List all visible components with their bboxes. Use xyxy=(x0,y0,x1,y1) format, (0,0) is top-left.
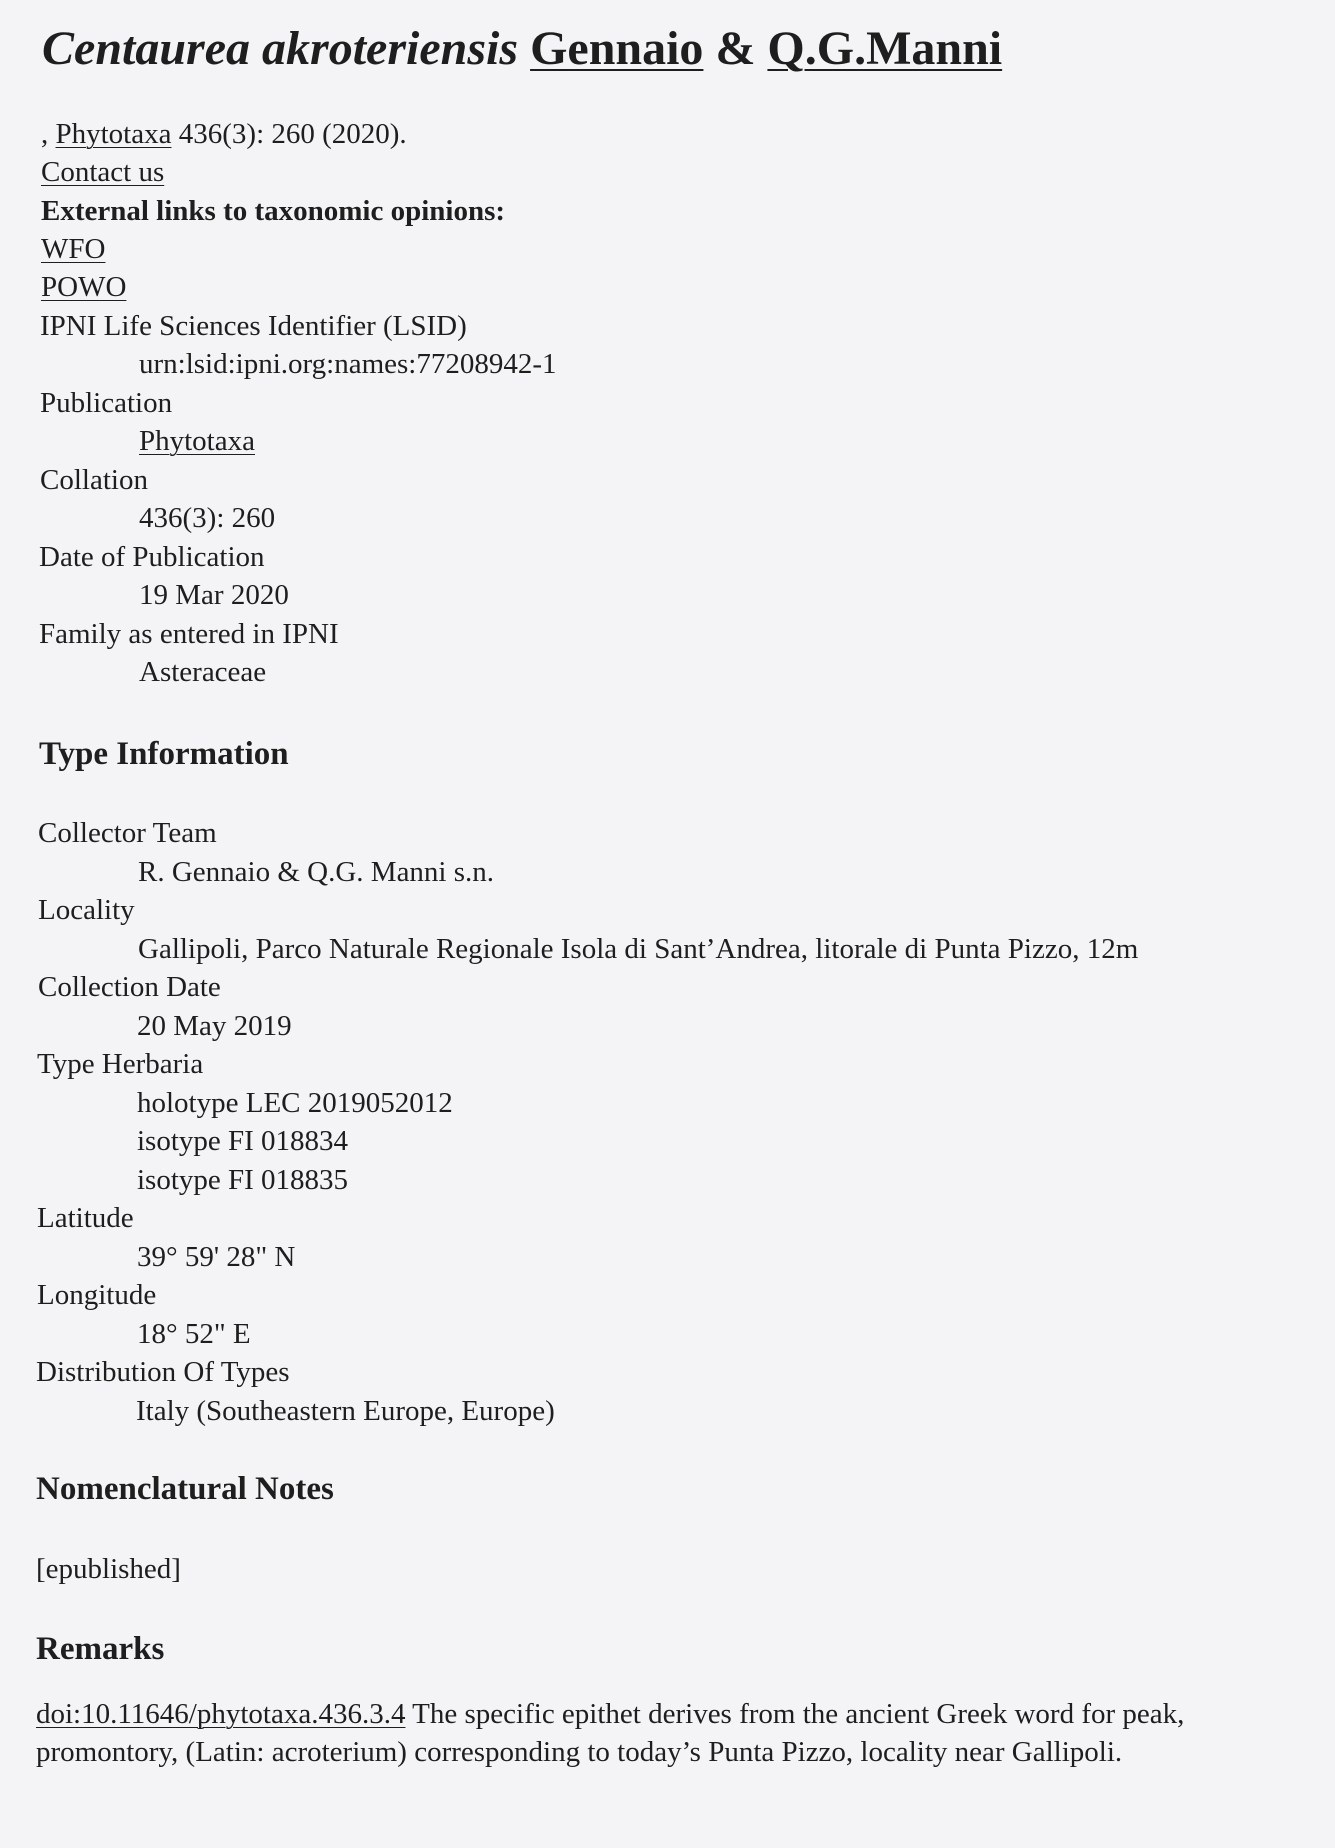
citation-rest: 436(3): 260 (2020). xyxy=(178,118,407,150)
latitude-value: 39° 59' 28" N xyxy=(137,1241,296,1273)
herbarium-item: isotype FI 018835 xyxy=(137,1164,349,1196)
publication-date-value: 19 Mar 2020 xyxy=(139,579,289,611)
contact-us-link[interactable]: Contact us xyxy=(41,156,165,188)
type-information-heading: Type Information xyxy=(39,736,289,772)
herbarium-item: holotype LEC 2019052012 xyxy=(137,1087,453,1119)
longitude-label: Longitude xyxy=(37,1279,157,1311)
publication-date-label: Date of Publication xyxy=(39,541,265,573)
lsid-value: urn:lsid:ipni.org:names:77208942-1 xyxy=(139,348,557,380)
collation-label: Collation xyxy=(40,464,148,496)
locality-label: Locality xyxy=(38,894,135,926)
species-name: Centaurea akroteriensis xyxy=(42,22,519,75)
wfo-link[interactable]: WFO xyxy=(41,233,106,265)
remarks-heading: Remarks xyxy=(36,1631,165,1667)
collection-date-label: Collection Date xyxy=(38,971,221,1003)
distribution-label: Distribution Of Types xyxy=(36,1356,290,1388)
distribution-value: Italy (Southeastern Europe, Europe) xyxy=(136,1395,555,1427)
title-ampersand: & xyxy=(715,22,756,75)
lsid-label: IPNI Life Sciences Identifier (LSID) xyxy=(40,310,467,342)
citation-prefix: , xyxy=(41,118,49,150)
family-value: Asteraceae xyxy=(139,656,267,688)
author-link-manni[interactable]: Q.G.Manni xyxy=(767,22,1003,75)
journal-link[interactable]: Phytotaxa xyxy=(55,118,172,150)
publication-link[interactable]: Phytotaxa xyxy=(139,425,255,457)
external-links-heading: External links to taxonomic opinions: xyxy=(41,195,506,227)
citation-line xyxy=(41,115,407,153)
latitude-label: Latitude xyxy=(37,1202,134,1234)
collector-team-label: Collector Team xyxy=(38,817,217,849)
longitude-value: 18° 52" E xyxy=(137,1318,251,1350)
nomenclatural-notes-heading: Nomenclatural Notes xyxy=(36,1471,334,1507)
family-label: Family as entered in IPNI xyxy=(39,618,339,650)
publication-label: Publication xyxy=(40,387,173,419)
remarks-paragraph xyxy=(36,1695,1291,1771)
collation-value: 436(3): 260 xyxy=(139,502,276,534)
collection-date-value: 20 May 2019 xyxy=(137,1010,292,1042)
author-link-gennaio[interactable]: Gennaio xyxy=(530,22,704,75)
remarks-text: The specific epithet derives from the ancient Greek word for peak, promontory, (Latin: acroterium) corresponding to today’s Punta Pizzo, locality near Gallipoli. xyxy=(36,1698,1185,1768)
powo-link[interactable]: POWO xyxy=(41,271,127,303)
doi-link[interactable]: doi:10.11646/phytotaxa.436.3.4 xyxy=(36,1698,406,1730)
locality-value: Gallipoli, Parco Naturale Regionale Isola di Sant’Andrea, litorale di Punta Pizzo, 12m xyxy=(138,933,1139,965)
nomenclatural-notes-text: [epublished] xyxy=(36,1553,181,1585)
page-title xyxy=(42,20,1002,78)
type-herbaria-label: Type Herbaria xyxy=(37,1048,204,1080)
collector-team-value: R. Gennaio & Q.G. Manni s.n. xyxy=(138,856,495,888)
herbarium-item: isotype FI 018834 xyxy=(137,1125,349,1157)
